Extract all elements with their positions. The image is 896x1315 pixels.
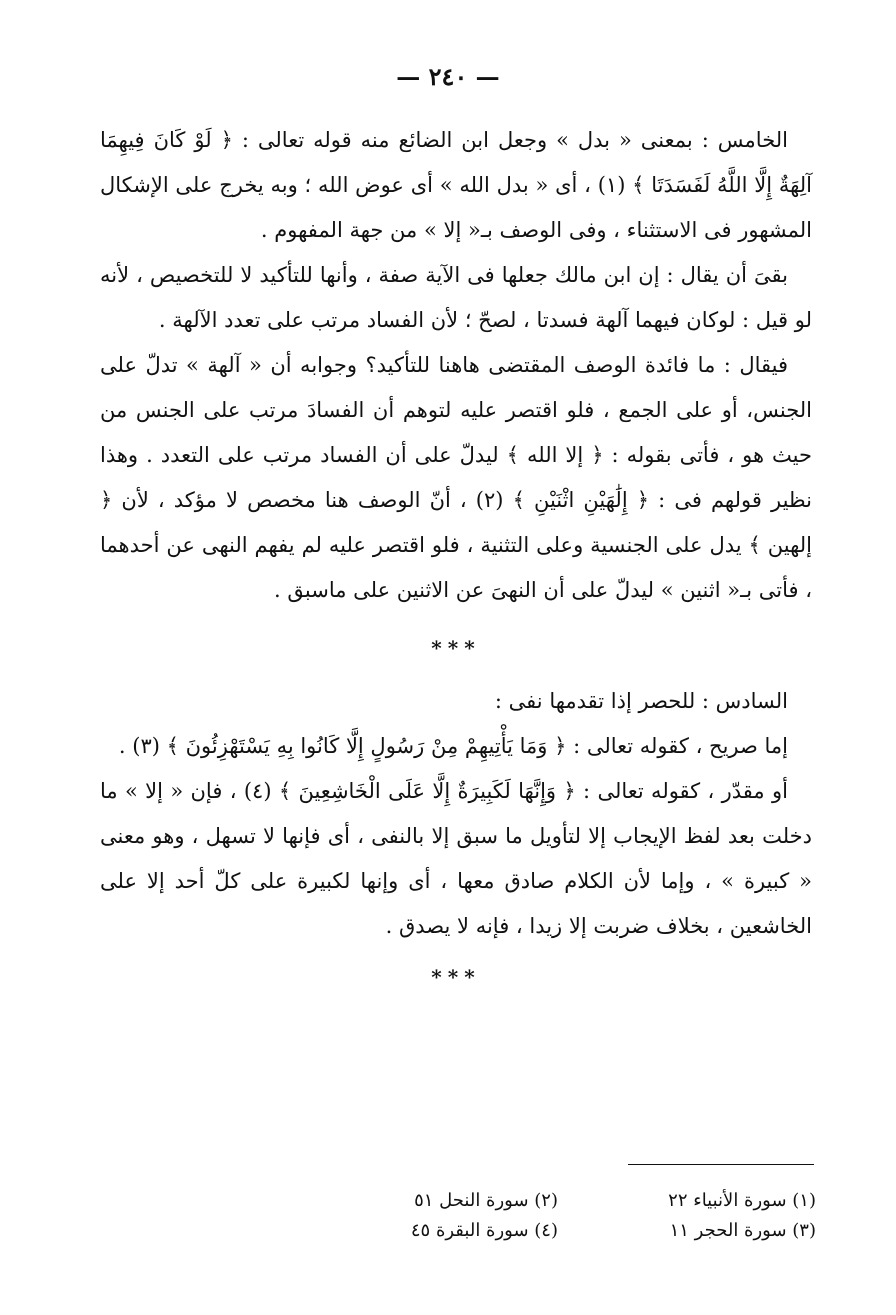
footnote-1: (١) سورة الأنبياء ٢٢ [668,1190,816,1211]
body-text [100,118,812,1005]
section-separator: *** [431,965,481,989]
paragraph-fifth-meaning: الخامس : بمعنى « بدل » وجعل ابن الضائع منه قوله تعالى : ﴿ لَوْ كَانَ فِيهِمَا آلِهَةٌ إِلَّا اللَّهُ لَفَسَدَتَا ﴾ (١) ، أى « بدل الله » أى عوض الله ؛ وبه يخرج على الإشكال المشهور فى الاستثناء ، وفى الوصف بـ« إلا » من جهة المفهوم . [100,128,812,242]
footnote-3: (٣) سورة الحجر ١١ [669,1220,816,1241]
paragraph-sixth-meaning: السادس : للحصر إذا تقدمها نفى : [494,689,788,713]
paragraph-explicit: إما صريح ، كقوله تعالى : ﴿ وَمَا يَأْتِيهِمْ مِنْ رَسُولٍ إِلَّا كَانُوا بِهِ يَسْتَهْزِئُونَ ﴾ (٣) . [118,734,788,758]
paragraph-answer: فيقال : ما فائدة الوصف المقتضى هاهنا للتأكيد؟ وجوابه أن « آلهة » تدلّ على الجنس، أو على الجمع ، فلو اقتصر عليه لتوهم أن الفسادَ مرتب على الجنس من حيث هو ، فأتى بقوله : ﴿ إلا الله ﴾ ليدلّ على أن الفساد مرتب على التعدد . وهذا نظير قولهم فى : ﴿ إِلَٰهَيْنِ اثْنَيْنِ ﴾ (٢) ، أنّ الوصف هنا مخصص لا مؤكد ، لأن ﴿ إلهين ﴾ يدل على الجنسية وعلى التثنية ، فلو اقتصر عليه لم يفهم النهى عن أحدهما ، فأتى بـ« اثنين » ليدلّ على أن النهىَ عن الاثنين على ماسبق . [100,353,812,602]
footnote-rule [628,1164,814,1165]
section-separator: *** [431,636,481,660]
paragraph-implied: أو مقدّر ، كقوله تعالى : ﴿ وَإِنَّهَا لَكَبِيرَةٌ إِلَّا عَلَى الْخَاشِعِينَ ﴾ (٤) ، فإن « إلا » ما دخلت بعد لفظ الإيجاب إلا لتأويل ما سبق إلا بالنفى ، أى فإنها لا تسهل ، وهو معنى « كبيرة » ، وإما لأن الكلام صادق معها ، أى وإنها لكبيرة على كلّ أحد إلا على الخاشعين ، بخلاف ضربت إلا زيدا ، فإنه لا يصدق . [100,779,812,938]
footnote-4: (٤) سورة البقرة ٤٥ [410,1220,558,1241]
footnotes [300,1186,816,1246]
footnote-2: (٢) سورة النحل ٥١ [414,1190,558,1211]
page-number: — ٢٤٠ — [396,62,500,91]
paragraph-ibn-malik: بقىَ أن يقال : إن ابن مالك جعلها فى الآية صفة ، وأنها للتأكيد لا للتخصيص ، لأنه لو قيل : لوكان فيهما آلهة فسدتا ، لصحّ ؛ لأن الفساد مرتب على تعدد الآلهة . [100,263,812,332]
